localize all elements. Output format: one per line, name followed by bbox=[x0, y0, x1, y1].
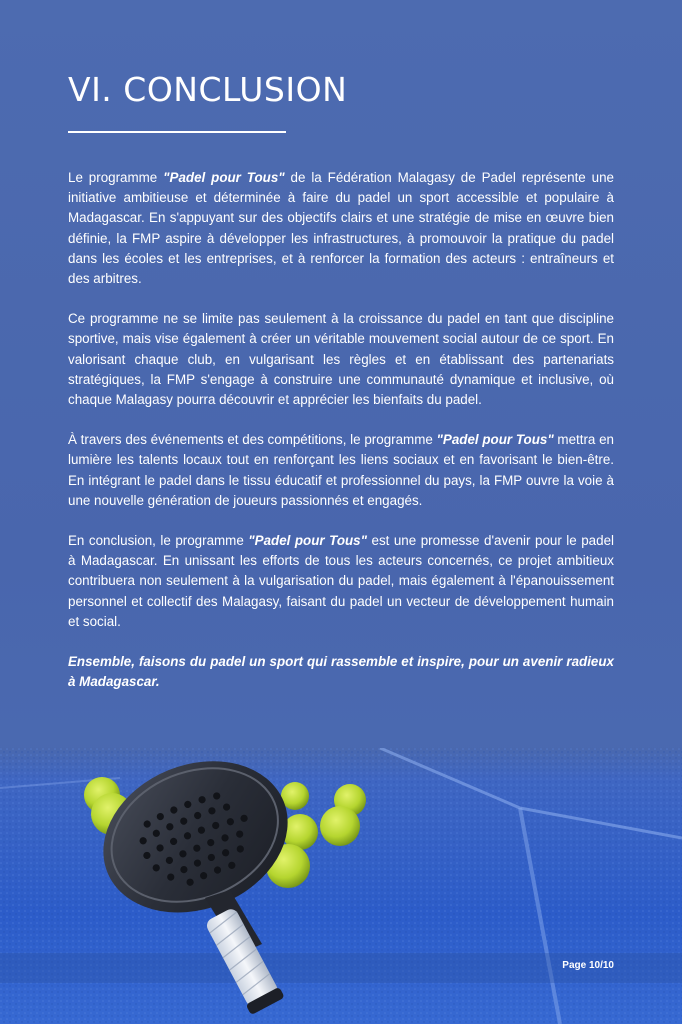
title-underline bbox=[68, 131, 286, 133]
program-name-emphasis: "Padel pour Tous" bbox=[248, 533, 367, 549]
paragraph-1 bbox=[68, 168, 614, 289]
paragraph-4-text-start: En conclusion, le programme bbox=[68, 533, 249, 549]
paragraph-3-text-start: À travers des événements et des compétitions, le programme bbox=[68, 432, 437, 448]
paragraph-4 bbox=[68, 531, 614, 632]
paragraph-3 bbox=[68, 430, 614, 511]
program-name-emphasis: "Padel pour Tous" bbox=[163, 170, 285, 185]
paragraph-3-text-end: mettra en lumière les talents locaux tout en renforçant les liens sociaux et en favorisant le bien-être. En intégrant le padel dans le tissu éducatif et professionnel du pays, la FMP ouvre la voie à une nouvelle génération de joueurs passionnés et engagés. bbox=[68, 432, 614, 508]
conclusion-body bbox=[68, 168, 614, 712]
program-name-emphasis: "Padel pour Tous" bbox=[436, 432, 554, 448]
closing-statement: Ensemble, faisons du padel un sport qui rassemble et inspire, pour un avenir radieux à Madagascar. bbox=[68, 654, 614, 690]
paragraph-1-text-end: de la Fédération Malagasy de Padel représente une initiative ambitieuse et déterminée à faire du padel un sport accessible et populaire à Madagascar. En s'appuyant sur des objectifs clairs et une stratégie de mise en œuvre bien définie, la FMP aspire à développer les infrastructures, à promouvoir la pratique du padel dans les écoles et les entreprises, et à renforcer la formation des acteurs : entraîneurs et des arbitres. bbox=[68, 170, 614, 287]
paragraph-1-text-start: Le programme bbox=[68, 170, 164, 185]
paragraph-4-text-end: est une promesse d'avenir pour le padel à Madagascar. En unissant les efforts de tous les acteurs concernés, ce projet ambitieux contribuera non seulement à la vulgarisation du padel, mais également à l'épanouissement personnel et collectif des Malagasy, faisant du padel un vecteur de développement humain et social. bbox=[68, 533, 614, 629]
page-title: VI. CONCLUSION bbox=[68, 70, 348, 109]
page-number: Page 10/10 bbox=[562, 960, 614, 971]
paragraph-2: Ce programme ne se limite pas seulement à la croissance du padel en tant que discipline sportive, mais vise également à créer un véritable mouvement social autour de ce sport. En valorisant chaque club, en vulgarisant les règles et en établissant des partenariats stratégiques, la FMP s'engage à construire une communauté dynamique et inclusive, où chaque Malagasy pourra découvrir et apprécier les bienfaits du padel. bbox=[68, 311, 614, 408]
padel-racket-photo bbox=[0, 748, 682, 1024]
padel-scene-illustration bbox=[0, 748, 682, 1024]
